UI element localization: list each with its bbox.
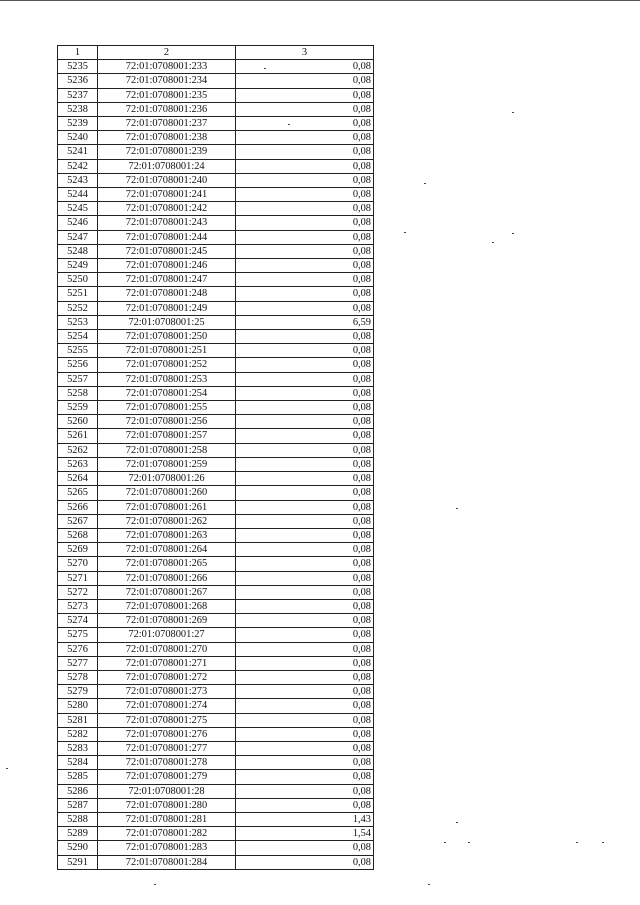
scan-speck [468,842,470,843]
table-row [58,401,374,415]
scan-speck [456,822,458,823]
table-row [58,614,374,628]
row-number: 5278 [58,670,98,684]
row-number: 5249 [58,259,98,273]
table-row [58,670,374,684]
scan-speck [602,842,604,843]
row-number: 5242 [58,159,98,173]
table-row [58,557,374,571]
cadastral-number: 72:01:0708001:28 [98,784,236,798]
row-number: 5239 [58,117,98,131]
area-value: 0,08 [236,770,374,784]
cadastral-number: 72:01:0708001:261 [98,500,236,514]
header-col-1: 1 [58,46,98,60]
row-number: 5272 [58,585,98,599]
cadastral-number: 72:01:0708001:274 [98,699,236,713]
table-row [58,60,374,74]
row-number: 5275 [58,628,98,642]
cadastral-number: 72:01:0708001:280 [98,798,236,812]
scan-speck [424,183,426,184]
row-number: 5258 [58,386,98,400]
cadastral-number: 72:01:0708001:265 [98,557,236,571]
cadastral-number: 72:01:0708001:277 [98,741,236,755]
table-row [58,685,374,699]
table-row [58,202,374,216]
row-number: 5283 [58,741,98,755]
row-number: 5260 [58,415,98,429]
area-value: 0,08 [236,656,374,670]
area-value: 0,08 [236,287,374,301]
area-value: 0,08 [236,727,374,741]
scan-speck [288,124,290,125]
cadastral-number: 72:01:0708001:263 [98,528,236,542]
cadastral-number: 72:01:0708001:259 [98,457,236,471]
table-row [58,514,374,528]
row-number: 5252 [58,301,98,315]
table-row [58,827,374,841]
cadastral-number: 72:01:0708001:278 [98,756,236,770]
table-row [58,457,374,471]
table-row [58,188,374,202]
area-value: 0,08 [236,429,374,443]
scan-speck [444,842,446,843]
area-value: 0,08 [236,599,374,613]
table-row [58,713,374,727]
area-value: 0,08 [236,131,374,145]
table-row [58,727,374,741]
area-value: 0,08 [236,60,374,74]
table-row [58,841,374,855]
area-value: 1,43 [236,812,374,826]
table-row [58,543,374,557]
row-number: 5256 [58,358,98,372]
cadastral-number: 72:01:0708001:270 [98,642,236,656]
row-number: 5291 [58,855,98,869]
row-number: 5279 [58,685,98,699]
row-number: 5273 [58,599,98,613]
cadastral-number: 72:01:0708001:241 [98,188,236,202]
row-number: 5281 [58,713,98,727]
table-row [58,642,374,656]
table-row [58,74,374,88]
cadastral-number: 72:01:0708001:269 [98,614,236,628]
area-value: 0,08 [236,259,374,273]
area-value: 0,08 [236,741,374,755]
cadastral-number: 72:01:0708001:279 [98,770,236,784]
table-row [58,145,374,159]
table-row [58,386,374,400]
area-value: 0,08 [236,500,374,514]
cadastral-number: 72:01:0708001:234 [98,74,236,88]
row-number: 5282 [58,727,98,741]
cadastral-number: 72:01:0708001:258 [98,443,236,457]
table-row [58,287,374,301]
area-value: 0,08 [236,244,374,258]
row-number: 5254 [58,330,98,344]
row-number: 5287 [58,798,98,812]
row-number: 5266 [58,500,98,514]
cadastral-number: 72:01:0708001:260 [98,486,236,500]
table-row [58,330,374,344]
row-number: 5271 [58,571,98,585]
cadastral-number: 72:01:0708001:233 [98,60,236,74]
area-value: 0,08 [236,855,374,869]
table-row [58,486,374,500]
area-value: 0,08 [236,614,374,628]
row-number: 5255 [58,344,98,358]
cadastral-number: 72:01:0708001:255 [98,401,236,415]
cadastral-number: 72:01:0708001:26 [98,472,236,486]
scan-speck [512,112,514,113]
area-value: 0,08 [236,543,374,557]
table-row [58,301,374,315]
area-value: 0,08 [236,102,374,116]
area-value: 0,08 [236,699,374,713]
scan-speck [512,233,514,234]
area-value: 0,08 [236,472,374,486]
area-value: 0,08 [236,401,374,415]
row-number: 5236 [58,74,98,88]
scan-speck [6,768,8,769]
row-number: 5284 [58,756,98,770]
area-value: 0,08 [236,841,374,855]
row-number: 5248 [58,244,98,258]
area-value: 0,08 [236,670,374,684]
table-row [58,429,374,443]
row-number: 5247 [58,230,98,244]
area-value: 0,08 [236,486,374,500]
area-value: 0,08 [236,202,374,216]
cadastral-number: 72:01:0708001:27 [98,628,236,642]
table-header-row [58,46,374,60]
row-number: 5257 [58,372,98,386]
cadastral-number: 72:01:0708001:264 [98,543,236,557]
area-value: 0,08 [236,159,374,173]
row-number: 5261 [58,429,98,443]
cadastral-number: 72:01:0708001:273 [98,685,236,699]
scan-speck [404,232,406,233]
area-value: 0,08 [236,415,374,429]
cadastral-number: 72:01:0708001:243 [98,216,236,230]
cadastral-number: 72:01:0708001:283 [98,841,236,855]
cadastral-number: 72:01:0708001:249 [98,301,236,315]
row-number: 5277 [58,656,98,670]
row-number: 5245 [58,202,98,216]
scan-speck [154,884,156,885]
area-value: 0,08 [236,557,374,571]
area-value: 6,59 [236,315,374,329]
table-row [58,656,374,670]
area-value: 0,08 [236,571,374,585]
table-row [58,443,374,457]
area-value: 0,08 [236,585,374,599]
table-body [58,60,374,870]
page-edge [0,0,640,1]
table-row [58,855,374,869]
row-number: 5259 [58,401,98,415]
row-number: 5243 [58,173,98,187]
cadastral-table [57,45,374,870]
table-row [58,131,374,145]
row-number: 5253 [58,315,98,329]
cadastral-number: 72:01:0708001:271 [98,656,236,670]
area-value: 0,08 [236,216,374,230]
cadastral-number: 72:01:0708001:254 [98,386,236,400]
cadastral-number: 72:01:0708001:276 [98,727,236,741]
row-number: 5265 [58,486,98,500]
row-number: 5269 [58,543,98,557]
area-value: 1,54 [236,827,374,841]
table-row [58,500,374,514]
cadastral-number: 72:01:0708001:244 [98,230,236,244]
cadastral-number: 72:01:0708001:281 [98,812,236,826]
area-value: 0,08 [236,330,374,344]
table-row [58,628,374,642]
table-row [58,812,374,826]
row-number: 5290 [58,841,98,855]
row-number: 5235 [58,60,98,74]
area-value: 0,08 [236,230,374,244]
table-row [58,472,374,486]
table-row [58,798,374,812]
cadastral-number: 72:01:0708001:253 [98,372,236,386]
row-number: 5274 [58,614,98,628]
cadastral-number: 72:01:0708001:245 [98,244,236,258]
table-row [58,88,374,102]
area-value: 0,08 [236,301,374,315]
cadastral-number: 72:01:0708001:256 [98,415,236,429]
cadastral-number: 72:01:0708001:272 [98,670,236,684]
table-row [58,415,374,429]
row-number: 5268 [58,528,98,542]
table-row [58,784,374,798]
cadastral-number: 72:01:0708001:284 [98,855,236,869]
area-value: 0,08 [236,628,374,642]
table-row [58,216,374,230]
cadastral-number: 72:01:0708001:268 [98,599,236,613]
cadastral-number: 72:01:0708001:252 [98,358,236,372]
cadastral-number: 72:01:0708001:282 [98,827,236,841]
area-value: 0,08 [236,88,374,102]
row-number: 5267 [58,514,98,528]
row-number: 5264 [58,472,98,486]
cadastral-number: 72:01:0708001:250 [98,330,236,344]
cadastral-number: 72:01:0708001:257 [98,429,236,443]
table-row [58,585,374,599]
area-value: 0,08 [236,273,374,287]
row-number: 5289 [58,827,98,841]
cadastral-number: 72:01:0708001:247 [98,273,236,287]
table-row [58,315,374,329]
row-number: 5241 [58,145,98,159]
table-row [58,259,374,273]
cadastral-number: 72:01:0708001:25 [98,315,236,329]
table-row [58,230,374,244]
row-number: 5238 [58,102,98,116]
cadastral-number: 72:01:0708001:235 [98,88,236,102]
table-row [58,528,374,542]
table-row [58,756,374,770]
area-value: 0,08 [236,713,374,727]
area-value: 0,08 [236,372,374,386]
table-row [58,372,374,386]
cadastral-number: 72:01:0708001:237 [98,117,236,131]
area-value: 0,08 [236,457,374,471]
header-col-3: 3 [236,46,374,60]
row-number: 5288 [58,812,98,826]
table-row [58,770,374,784]
cadastral-number: 72:01:0708001:238 [98,131,236,145]
cadastral-number: 72:01:0708001:251 [98,344,236,358]
row-number: 5237 [58,88,98,102]
area-value: 0,08 [236,117,374,131]
area-value: 0,08 [236,74,374,88]
table-row [58,741,374,755]
area-value: 0,08 [236,528,374,542]
area-value: 0,08 [236,756,374,770]
area-value: 0,08 [236,145,374,159]
scan-speck [456,508,458,509]
cadastral-number: 72:01:0708001:246 [98,259,236,273]
cadastral-number: 72:01:0708001:24 [98,159,236,173]
cadastral-number: 72:01:0708001:267 [98,585,236,599]
area-value: 0,08 [236,685,374,699]
area-value: 0,08 [236,514,374,528]
cadastral-number: 72:01:0708001:242 [98,202,236,216]
row-number: 5244 [58,188,98,202]
area-value: 0,08 [236,188,374,202]
table-row [58,699,374,713]
area-value: 0,08 [236,443,374,457]
area-value: 0,08 [236,642,374,656]
cadastral-number: 72:01:0708001:262 [98,514,236,528]
row-number: 5280 [58,699,98,713]
scan-speck [576,842,578,843]
area-value: 0,08 [236,798,374,812]
row-number: 5262 [58,443,98,457]
row-number: 5240 [58,131,98,145]
table-row [58,117,374,131]
table-row [58,159,374,173]
table-row [58,102,374,116]
cadastral-number: 72:01:0708001:240 [98,173,236,187]
scan-speck [264,68,266,69]
table-row [58,344,374,358]
cadastral-number: 72:01:0708001:266 [98,571,236,585]
area-value: 0,08 [236,344,374,358]
row-number: 5286 [58,784,98,798]
area-value: 0,08 [236,784,374,798]
table-row [58,571,374,585]
area-value: 0,08 [236,386,374,400]
area-value: 0,08 [236,358,374,372]
row-number: 5263 [58,457,98,471]
cadastral-number: 72:01:0708001:239 [98,145,236,159]
area-value: 0,08 [236,173,374,187]
table-row [58,173,374,187]
cadastral-number: 72:01:0708001:248 [98,287,236,301]
table-row [58,358,374,372]
table-row [58,244,374,258]
cadastral-number: 72:01:0708001:275 [98,713,236,727]
row-number: 5250 [58,273,98,287]
row-number: 5246 [58,216,98,230]
header-col-2: 2 [98,46,236,60]
row-number: 5270 [58,557,98,571]
row-number: 5276 [58,642,98,656]
scan-speck [428,884,430,885]
row-number: 5285 [58,770,98,784]
table-row [58,273,374,287]
row-number: 5251 [58,287,98,301]
cadastral-number: 72:01:0708001:236 [98,102,236,116]
scan-speck [492,242,494,243]
table-row [58,599,374,613]
